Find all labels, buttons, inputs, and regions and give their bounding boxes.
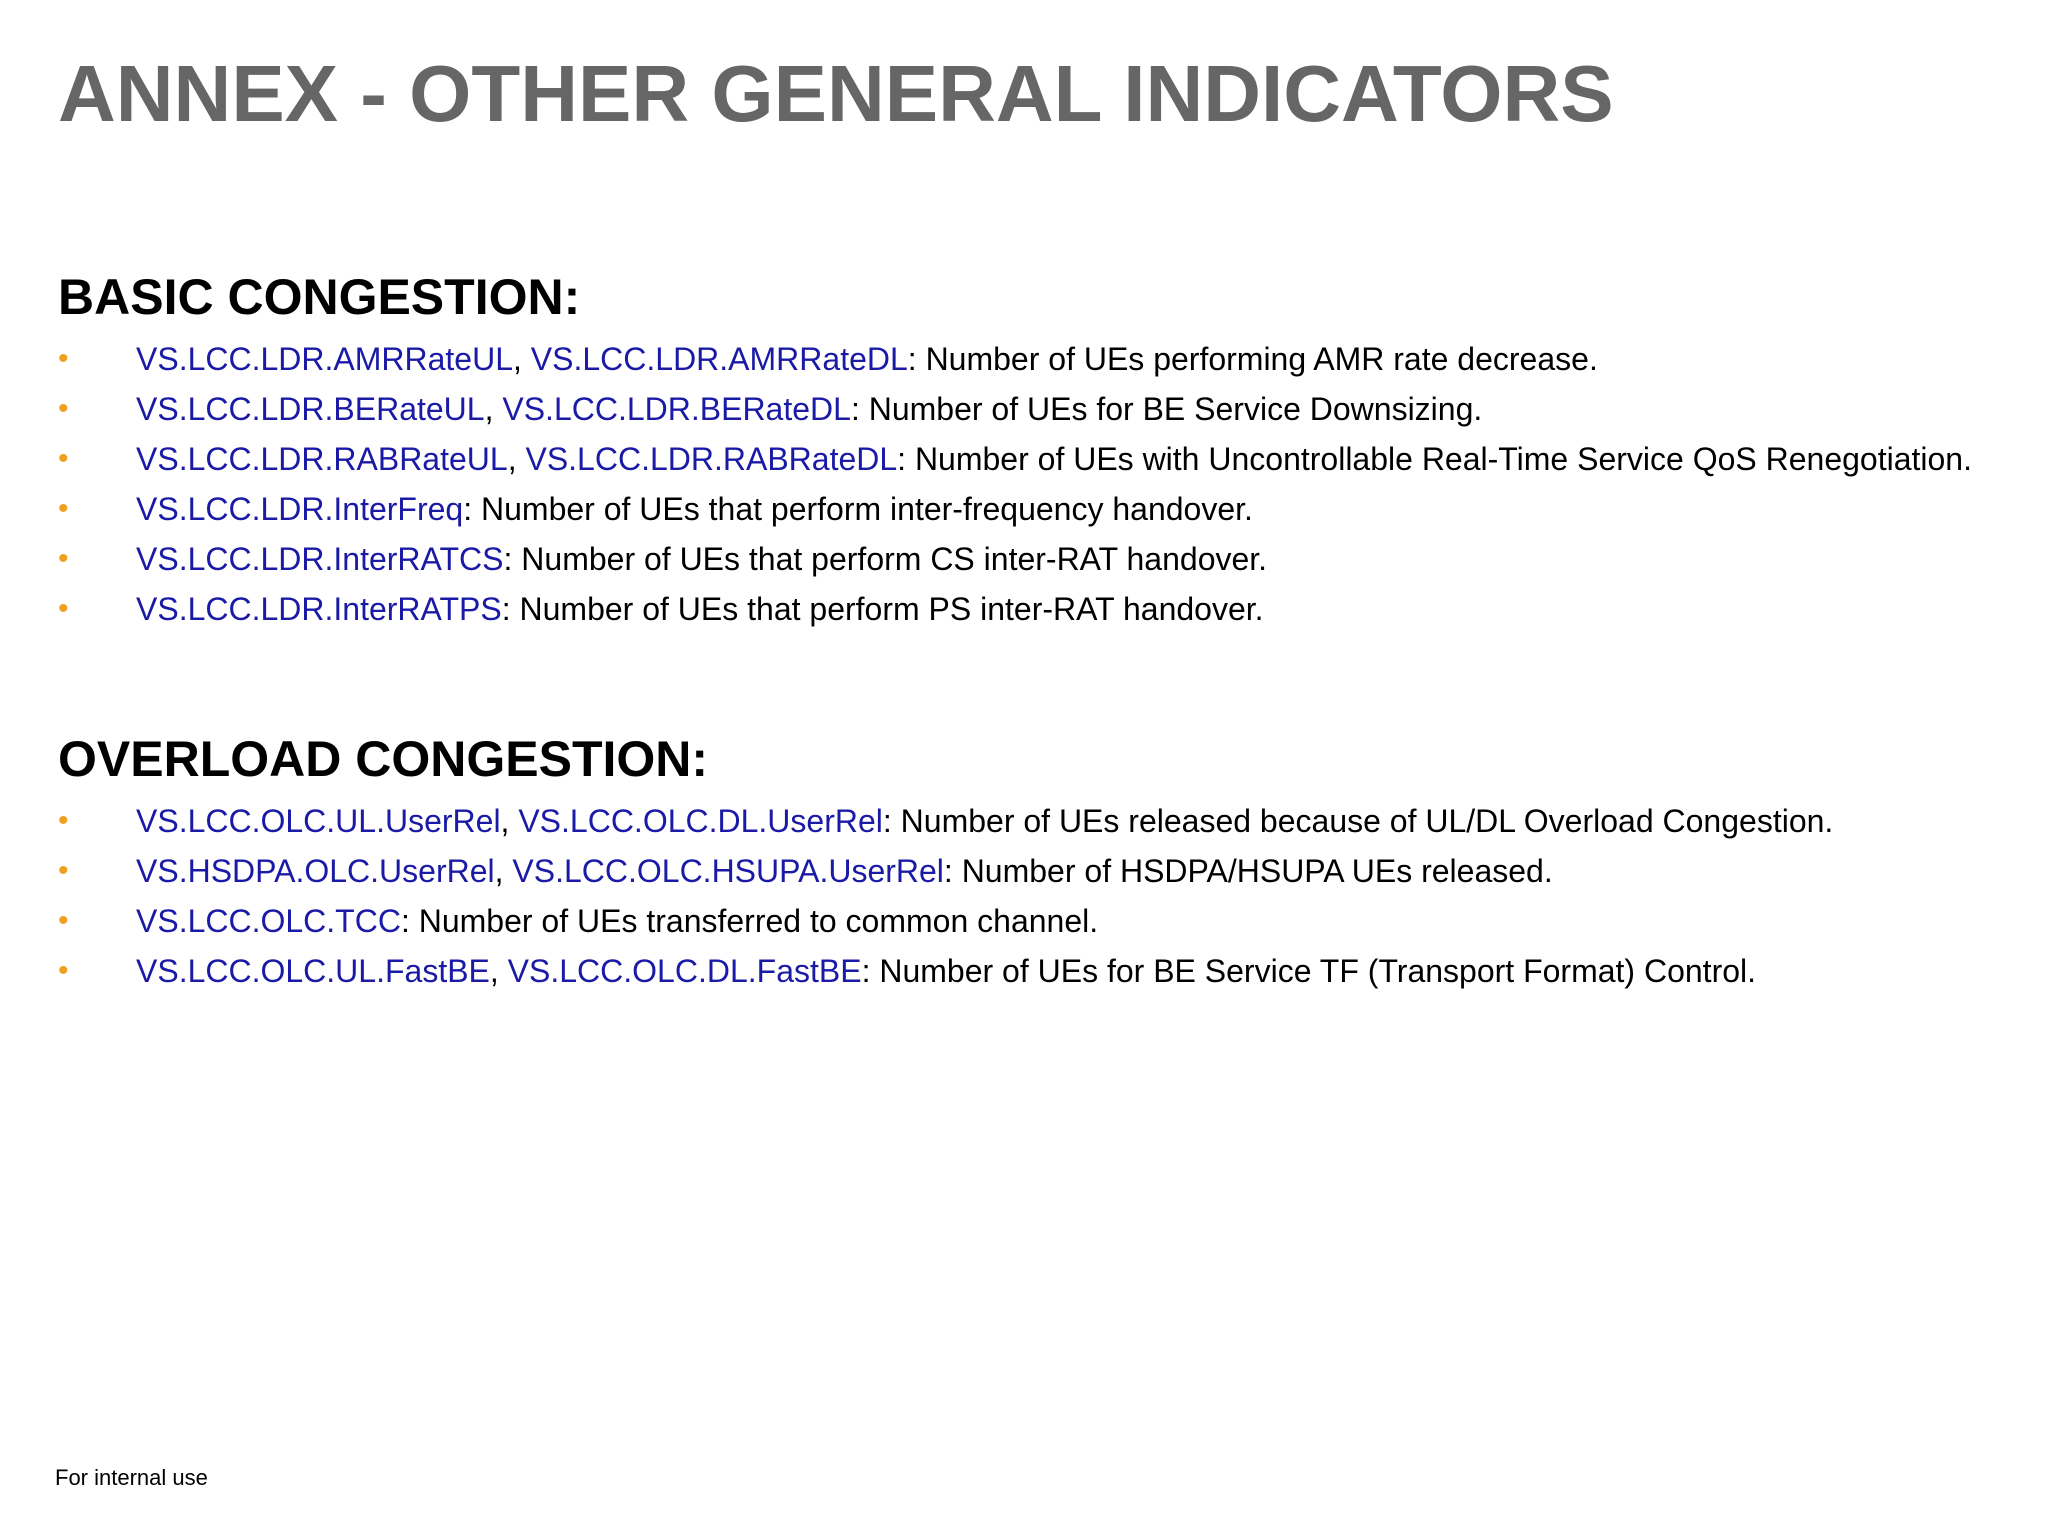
list-item bbox=[58, 952, 2016, 990]
slide-title: ANNEX - OTHER GENERAL INDICATORS bbox=[58, 49, 1614, 138]
list-item bbox=[58, 490, 2016, 528]
separator: , bbox=[513, 341, 531, 377]
separator: , bbox=[494, 853, 513, 889]
indicator-code: VS.HSDPA.OLC.UserRel bbox=[136, 853, 495, 889]
overload-congestion-section bbox=[58, 730, 2018, 1002]
basic-congestion-section bbox=[58, 268, 2018, 640]
footer-label: For internal use bbox=[55, 1465, 208, 1490]
separator: , bbox=[484, 391, 503, 427]
indicator-description: : Number of UEs released because of UL/DL Overload Congestion. bbox=[882, 803, 1834, 839]
list-item bbox=[58, 852, 2016, 890]
separator: , bbox=[489, 953, 508, 989]
list-item bbox=[58, 440, 2016, 478]
indicator-code: VS.LCC.OLC.TCC bbox=[136, 903, 401, 939]
indicator-code: VS.LCC.OLC.HSUPA.UserRel bbox=[512, 853, 944, 889]
basic-congestion-list bbox=[58, 340, 2018, 628]
indicator-code: VS.LCC.LDR.BERateDL bbox=[502, 391, 851, 427]
indicator-code: VS.LCC.LDR.RABRateUL bbox=[136, 441, 508, 477]
list-item bbox=[58, 590, 2016, 628]
overload-congestion-list bbox=[58, 802, 2018, 990]
list-item bbox=[58, 902, 2016, 940]
bullet-icon: • bbox=[58, 442, 69, 475]
indicator-code: VS.LCC.LDR.AMRRateUL bbox=[136, 341, 513, 377]
indicator-description: : Number of UEs that perform PS inter-RAT handover. bbox=[501, 591, 1264, 627]
indicator-code: VS.LCC.OLC.DL.UserRel bbox=[518, 803, 883, 839]
indicator-description: : Number of UEs for BE Service Downsizing. bbox=[850, 391, 1483, 427]
indicator-description: : Number of UEs for BE Service TF (Transport Format) Control. bbox=[861, 953, 1757, 989]
indicator-code: VS.LCC.OLC.UL.UserRel bbox=[136, 803, 501, 839]
indicator-description: : Number of UEs performing AMR rate decrease. bbox=[907, 341, 1598, 377]
list-item bbox=[58, 540, 2016, 578]
bullet-icon: • bbox=[58, 804, 69, 837]
bullet-icon: • bbox=[58, 342, 69, 375]
indicator-description: : Number of UEs with Uncontrollable Real-Time Service QoS Renegotiation. bbox=[897, 441, 1972, 477]
separator: , bbox=[500, 803, 519, 839]
indicator-code: VS.LCC.OLC.UL.FastBE bbox=[136, 953, 490, 989]
bullet-icon: • bbox=[58, 492, 69, 525]
indicator-code: VS.LCC.LDR.InterRATCS bbox=[136, 541, 504, 577]
list-item bbox=[58, 802, 2016, 840]
indicator-code: VS.LCC.LDR.BERateUL bbox=[136, 391, 485, 427]
bullet-icon: • bbox=[58, 542, 69, 575]
list-item bbox=[58, 340, 2016, 378]
overload-congestion-heading: OVERLOAD CONGESTION: bbox=[58, 731, 709, 787]
indicator-description: : Number of HSDPA/HSUPA UEs released. bbox=[943, 853, 1553, 889]
indicator-code: VS.LCC.LDR.InterFreq bbox=[136, 491, 464, 527]
bullet-icon: • bbox=[58, 592, 69, 625]
indicator-code: VS.LCC.LDR.AMRRateDL bbox=[530, 341, 908, 377]
separator: , bbox=[507, 441, 526, 477]
bullet-icon: • bbox=[58, 954, 69, 987]
bullet-icon: • bbox=[58, 854, 69, 887]
list-item bbox=[58, 390, 2016, 428]
indicator-description: : Number of UEs that perform inter-frequency handover. bbox=[463, 491, 1253, 527]
indicator-description: : Number of UEs that perform CS inter-RAT handover. bbox=[503, 541, 1268, 577]
bullet-icon: • bbox=[58, 904, 69, 937]
bullet-icon: • bbox=[58, 392, 69, 425]
indicator-code: VS.LCC.LDR.InterRATPS bbox=[136, 591, 502, 627]
indicator-code: VS.LCC.OLC.DL.FastBE bbox=[507, 953, 862, 989]
basic-congestion-heading: BASIC CONGESTION: bbox=[58, 269, 581, 325]
indicator-description: : Number of UEs transferred to common channel. bbox=[400, 903, 1099, 939]
indicator-code: VS.LCC.LDR.RABRateDL bbox=[525, 441, 898, 477]
